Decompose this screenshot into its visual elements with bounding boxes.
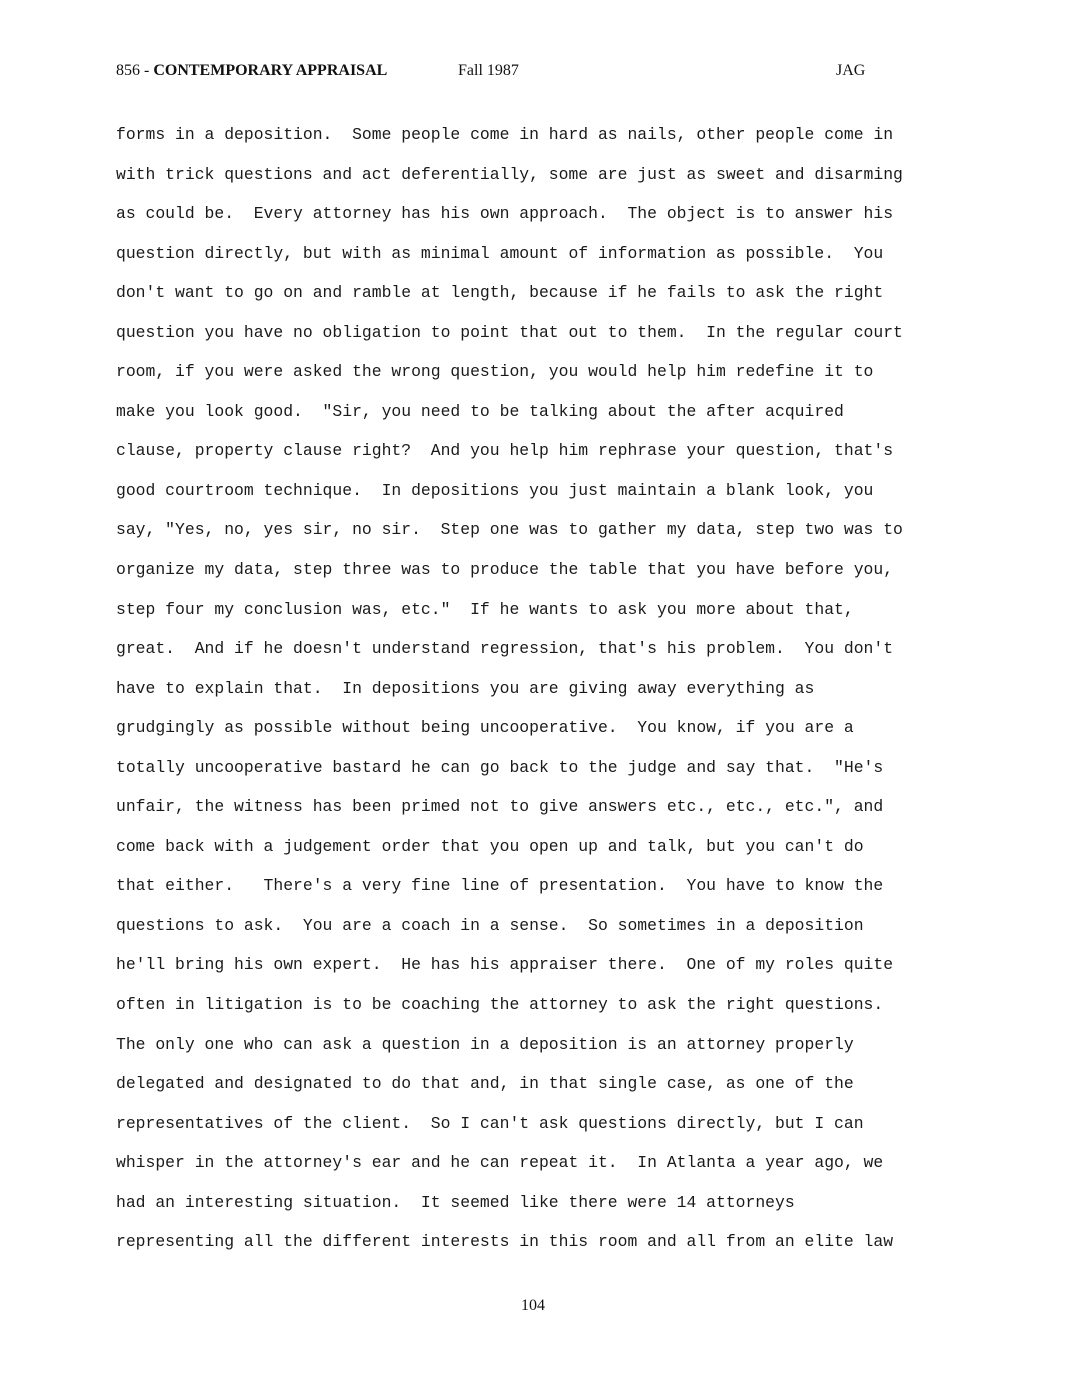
text-line: whisper in the attorney's ear and he can repeat it. In Atlanta a year ago, we <box>116 1153 884 1173</box>
text-line: he'll bring his own expert. He has his appraiser there. One of my roles quite <box>116 955 894 975</box>
course-number: 856 - <box>116 62 154 79</box>
page-header <box>116 62 876 84</box>
text-line: that either. There's a very fine line of presentation. You have to know the <box>116 876 884 896</box>
text-line: unfair, the witness has been primed not to give answers etc., etc., etc.", and <box>116 797 884 817</box>
text-line: forms in a deposition. Some people come in hard as nails, other people come in <box>116 125 894 144</box>
text-line: have to explain that. In depositions you are giving away everything as <box>116 678 815 698</box>
text-line: room, if you were asked the wrong question, you would help him redefine it to <box>116 362 874 382</box>
text-line: don't want to go on and ramble at length, because if he fails to ask the right <box>116 283 884 303</box>
text-line: questions to ask. You are a coach in a sense. So sometimes in a deposition <box>116 915 864 935</box>
text-line: great. And if he doesn't understand regression, that's his problem. You don't <box>116 639 894 659</box>
page-number: 104 <box>521 1297 545 1314</box>
text-line: good courtroom technique. In depositions you just maintain a blank look, you <box>116 480 874 500</box>
text-line: question directly, but with as minimal amount of information as possible. You <box>116 243 884 263</box>
text-line: say, "Yes, no, yes sir, no sir. Step one was to gather my data, step two was to <box>116 520 903 540</box>
text-line: question you have no obligation to point that out to them. In the regular court <box>116 322 903 342</box>
course-title: CONTEMPORARY APPRAISAL <box>153 62 388 79</box>
text-line: had an interesting situation. It seemed like there were 14 attorneys <box>116 1192 795 1212</box>
text-line: grudgingly as possible without being uncooperative. You know, if you are a <box>116 718 854 738</box>
text-line: with trick questions and act deferentially, some are just as sweet and disarming <box>116 164 903 184</box>
text-line: The only one who can ask a question in a deposition is an attorney properly <box>116 1034 854 1054</box>
course-term: Fall 1987 <box>458 62 519 79</box>
author-initials: JAG <box>836 62 866 79</box>
text-line: delegated and designated to do that and, in that single case, as one of the <box>116 1074 854 1094</box>
text-line: make you look good. "Sir, you need to be talking about the after acquired <box>116 401 844 421</box>
text-line: representing all the different interests in this room and all from an elite law <box>116 1232 894 1252</box>
course-heading <box>116 62 387 80</box>
text-line: representatives of the client. So I can't ask questions directly, but I can <box>116 1113 864 1133</box>
text-line: organize my data, step three was to produce the table that you have before you, <box>116 560 894 580</box>
text-line: clause, property clause right? And you help him rephrase your question, that's <box>116 441 894 461</box>
text-line: come back with a judgement order that you open up and talk, but you can't do <box>116 836 864 856</box>
text-line: totally uncooperative bastard he can go back to the judge and say that. "He's <box>116 757 884 777</box>
text-line: often in litigation is to be coaching the attorney to ask the right questions. <box>116 995 884 1015</box>
transcript-body <box>116 124 956 1271</box>
text-line: as could be. Every attorney has his own approach. The object is to answer his <box>116 204 894 224</box>
text-line: step four my conclusion was, etc." If he wants to ask you more about that, <box>116 599 854 619</box>
